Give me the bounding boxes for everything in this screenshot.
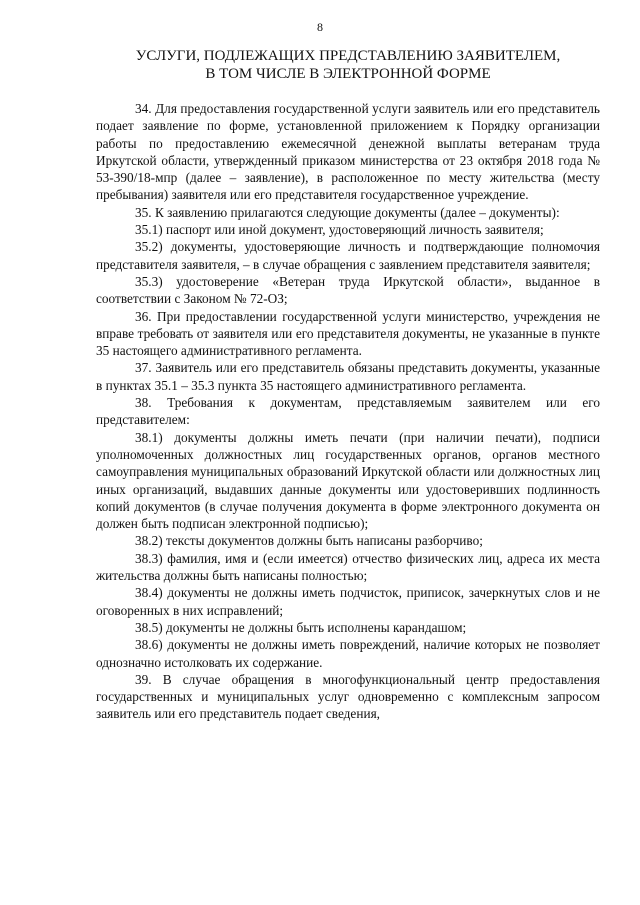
paragraph-38-1: 38.1) документы должны иметь печати (при наличии печати), подписи уполномоченных должностных лиц государственных органов, органов местного самоуправления муниципальных образований Иркутской области или должностных лиц иных организаций, выдавших данные документы или удостоверивших подлинность копий документов (в случае получения документа в форме электронного документа он должен быть подписан электронной подписью); — [96, 429, 600, 532]
paragraph-38-4: 38.4) документы не должны иметь подчисток, приписок, зачеркнутых слов и не оговоренных в них исправлений; — [96, 585, 600, 618]
paragraph-35-2: 35.2) документы, удостоверяющие личность и подтверждающие полномочия представителя заявителя, – в случае обращения с заявлением представителя заявителя; — [96, 239, 600, 272]
page-number: 8 — [317, 20, 323, 34]
paragraph-39: 39. В случае обращения в многофункциональный центр предоставления государственных и муниципальных услуг одновременно с комплексным запросом заявитель или его представитель подает сведения, — [96, 671, 600, 722]
heading-line: В ТОМ ЧИСЛЕ В ЭЛЕКТРОННОЙ ФОРМЕ — [205, 66, 491, 82]
paragraph-38-6: 38.6) документы не должны иметь повреждений, наличие которых не позволяет однозначно истолковать их содержание. — [96, 637, 600, 670]
paragraph-36: 36. При предоставлении государственной услуги министерство, учреждения не вправе требовать от заявителя или его представителя документы, не указанные в пункте 35 настоящего административного регламента. — [96, 308, 600, 359]
paragraph-34: 34. Для предоставления государственной услуги заявитель или его представитель подает заявление по форме, установленной приложением к Порядку организации работы по предоставлению ежемесячной денежной выплаты ветеранам труда Иркутской области, утвержденный приказом министерства от 23 октября 2018 года № 53-390/18-мпр (далее – заявление), в расположенное по месту жительства (месту пребывания) заявителя или его представителя государственное учреждение. — [96, 101, 600, 203]
section-heading — [96, 47, 600, 83]
paragraph-38-3: 38.3) фамилия, имя и (если имеется) отчество физических лиц, адреса их места жительства должны быть написаны полностью; — [96, 550, 600, 584]
paragraph-38: 38. Требования к документам, представляемым заявителем или его представителем: — [96, 395, 600, 428]
heading-line: УСЛУГИ, ПОДЛЕЖАЩИХ ПРЕДСТАВЛЕНИЮ ЗАЯВИТЕЛЕМ, — [135, 48, 561, 64]
paragraph-37: 37. Заявитель или его представитель обязаны представить документы, указанные в пунктах 35.1 – 35.3 пункта 35 настоящего административного регламента. — [96, 360, 600, 393]
paragraph-38-2: 38.2) тексты документов должны быть написаны разборчиво; — [135, 533, 483, 549]
paragraph-35-1: 35.1) паспорт или иной документ, удостоверяющий личность заявителя; — [135, 222, 544, 238]
paragraph-35: 35. К заявлению прилагаются следующие документы (далее – документы): — [135, 204, 560, 220]
paragraph-35-3: 35.3) удостоверение «Ветеран труда Иркутской области», выданное в соответствии с Законом № 72-ОЗ; — [96, 273, 600, 307]
document-body — [96, 100, 600, 723]
paragraph-38-5: 38.5) документы не должны быть исполнены карандашом; — [135, 619, 467, 635]
